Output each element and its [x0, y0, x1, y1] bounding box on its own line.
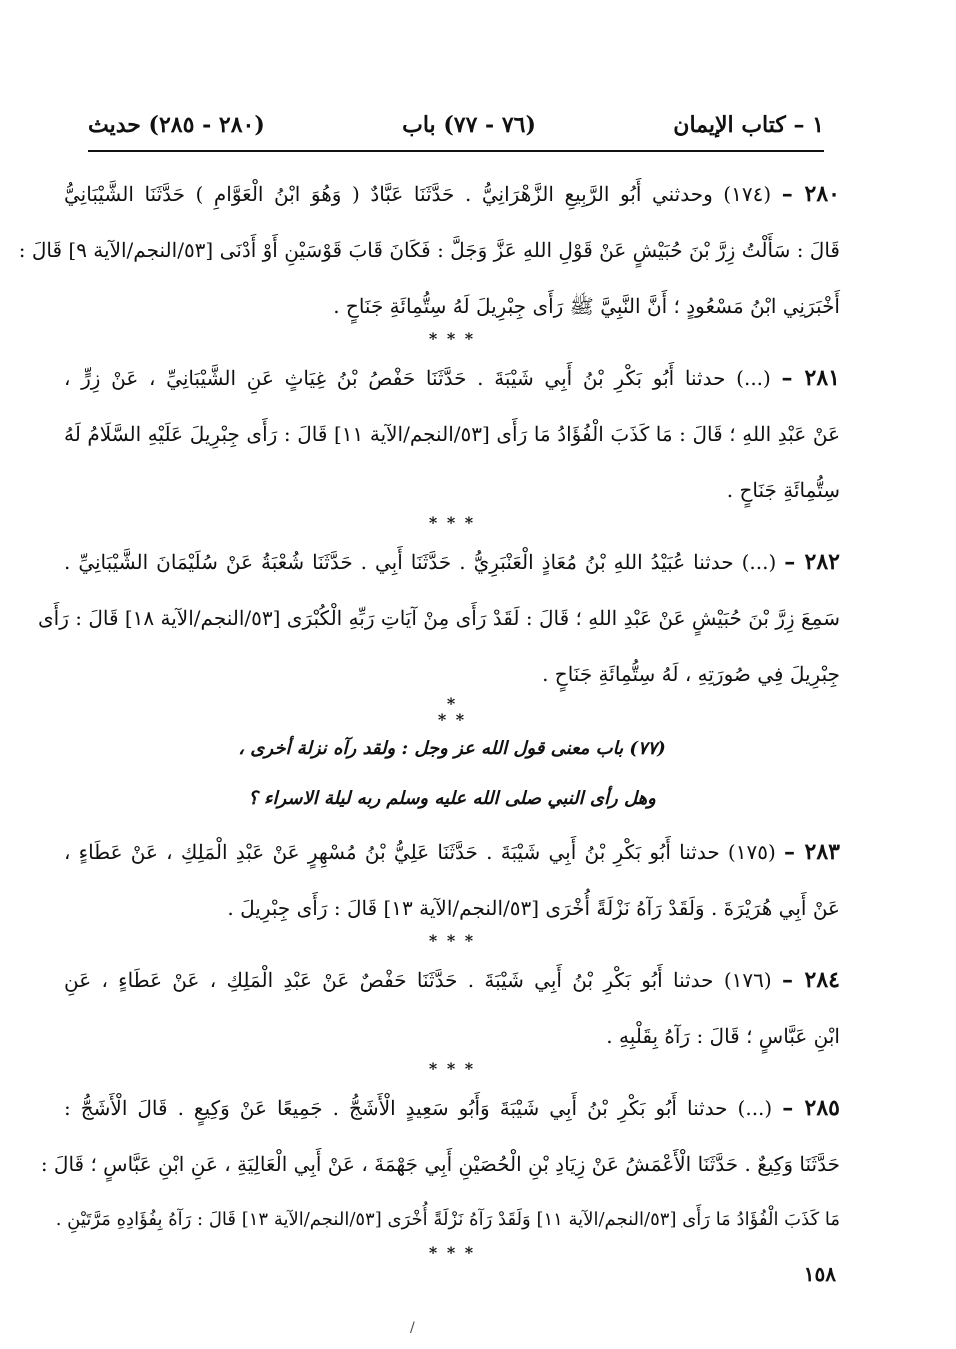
hadith-number: ٢٨١ –	[781, 365, 840, 391]
chapter-heading-line-1: (٧٧) باب معنى قول الله عز وجل : ولقد رآه نزلة أخرى ،	[238, 738, 666, 759]
hadith-number: ٢٨٤ –	[781, 967, 840, 993]
page-number: ١٥٨	[803, 1262, 836, 1286]
hadith-line: مَا كَذَبَ الْفُؤَادُ مَا رَأَى [٥٣/النجم/الآية ١١] وَلَقَدْ رَآهُ نَزْلَةً أُخْرَى [٥٣/النجم/الآية ١٣] قَالَ : رَآهُ بِفُؤَادِهِ مَرَّتَيْنِ .	[55, 1209, 840, 1230]
running-header	[88, 100, 824, 150]
hadith-line	[64, 952, 840, 1008]
hadith-280	[18, 166, 840, 334]
hadith-line: حَدَّثَنَا وَكِيعٌ . حَدَّثَنَا الْأَعْمَشُ عَنْ زِيَادِ بْنِ الْحُصَيْنِ أَبِي جَهْمَةَ ، عَنْ أَبِي الْعَالِيَةِ ، عَنِ ابْنِ عَبَّاسٍ ؛ قَالَ :	[40, 1152, 840, 1176]
separator-stars: * * *	[428, 931, 476, 950]
stray-mark: /	[410, 1320, 415, 1336]
hadith-line	[64, 350, 840, 406]
hadith-line: ابْنِ عَبَّاسٍ ؛ قَالَ : رَآهُ بِقَلْبِهِ .	[606, 1024, 840, 1048]
hadith-line: جِبْرِيلَ فِي صُورَتِهِ ، لَهُ سِتُّمِائَةِ جَنَاحٍ .	[542, 662, 840, 686]
hadith-line: سِتُّمِائَةِ جَنَاحٍ .	[726, 478, 840, 502]
hadith-text: (...) حدثنا عُبَيْدُ اللهِ بْنُ مُعَاذٍ الْعَنْبَرِيُّ . حَدَّثَنَا أَبِي . حَدَّثَنَا شُعْبَةُ عَنْ سُلَيْمَانَ الشَّيْبَانِيِّ .	[64, 550, 777, 574]
hadith-282	[38, 534, 840, 702]
main-text	[18, 166, 841, 1264]
hadith-number: ٢٨٠ –	[781, 181, 840, 207]
header-rule	[88, 150, 824, 152]
hadith-line: سَمِعَ زِرَّ بْنَ حُبَيْشٍ عَنْ عَبْدِ اللهِ ؛ قَالَ : لَقَدْ رَأَى مِنْ آيَاتِ رَبِّهِ الْكُبْرَى [٥٣/النجم/الآية ١٨] قَالَ : رَأَى	[38, 606, 840, 630]
hadith-line	[64, 534, 840, 590]
hadith-line	[64, 824, 840, 880]
hadith-284	[64, 952, 840, 1064]
hadith-line: أَخْبَرَنِي ابْنُ مَسْعُودٍ ؛ أَنَّ النَّبِيَّ ﷺ رَأَى جِبْرِيلَ لَهُ سِتُّمِائَةِ جَنَاحٍ .	[333, 294, 840, 318]
hadith-number: ٢٨٣ –	[784, 839, 840, 865]
hadith-text: (...) حدثنا أَبُو بَكْرِ بْنُ أَبِي شَيْبَةَ . حَدَّثَنَا حَفْصُ بْنُ غِيَاثٍ عَنِ الشَّيْبَانِيِّ ، عَنْ زِرٍّ ،	[64, 366, 771, 390]
header-chapter-range: (٧٦ - ٧٧) باب	[402, 112, 536, 138]
separator-stars: * * *	[428, 513, 476, 532]
hadith-line: عَنْ عَبْدِ اللهِ ؛ قَالَ : مَا كَذَبَ الْفُؤَادُ مَا رَأَى [٥٣/النجم/الآية ١١] قَالَ : رَأَى جِبْرِيلَ عَلَيْهِ السَّلَامُ لَهُ	[64, 422, 841, 446]
hadith-number: ٢٨٢ –	[784, 549, 840, 575]
separator-stars-triangle: * * *	[437, 694, 467, 729]
hadith-281	[64, 350, 840, 518]
header-book-title: ١ – كتاب الإيمان	[673, 112, 824, 138]
hadith-line	[64, 166, 840, 222]
header-hadith-range: (٢٨٠ - ٢٨٥) حديث	[88, 112, 265, 138]
hadith-text: (...) حدثنا أَبُو بَكْرِ بْنُ أَبِي شَيْبَةَ وَأَبُو سَعِيدٍ الْأَشَجُّ . جَمِيعًا عَنْ وَكِيعٍ . قَالَ الْأَشَجُّ :	[64, 1096, 773, 1120]
separator-stars: * * *	[428, 1059, 476, 1078]
hadith-number: ٢٨٥ –	[782, 1095, 840, 1121]
hadith-line: قَالَ : سَأَلْتُ زِرَّ بْنَ حُبَيْشٍ عَنْ قَوْلِ اللهِ عَزَّ وَجَلَّ : فَكَانَ قَابَ قَوْسَيْنِ أَوْ أَدْنَى [٥٣/النجم/الآية ٩] قَالَ :	[18, 238, 840, 262]
hadith-line	[64, 1080, 840, 1136]
separator-stars: * * *	[428, 329, 476, 348]
hadith-283	[64, 824, 840, 936]
hadith-line: عَنْ أَبِي هُرَيْرَةَ . وَلَقَدْ رَآهُ نَزْلَةً أُخْرَى [٥٣/النجم/الآية ١٣] قَالَ : رَأَى جِبْرِيلَ .	[227, 896, 840, 920]
separator-stars: * * *	[428, 1243, 476, 1262]
hadith-text: (١٧٦) حدثنا أَبُو بَكْرِ بْنُ أَبِي شَيْبَةَ . حَدَّثَنَا حَفْصٌ عَنْ عَبْدِ الْمَلِكِ ، عَنْ عَطَاءٍ ، عَنِ	[64, 968, 772, 992]
hadith-285	[40, 1080, 840, 1248]
hadith-text: (١٧٥) حدثنا أَبُو بَكْرِ بْنُ أَبِي شَيْبَةَ . حَدَّثَنَا عَلِيُّ بْنُ مُسْهِرٍ عَنْ عَبْدِ الْمَلِكِ ، عَنْ عَطَاءٍ ،	[64, 840, 776, 864]
hadith-text: (١٧٤) وحدثني أَبُو الرَّبِيعِ الزَّهْرَانِيُّ . حَدَّثَنَا عَبَّادٌ ( وَهُوَ ابْنُ الْعَوَّامِ ) حَدَّثَنَا الشَّيْبَانِيُّ	[64, 182, 772, 206]
chapter-heading-line-2: وهل رأى النبي صلى الله عليه وسلم ربه ليلة الاسراء ؟	[248, 788, 656, 809]
